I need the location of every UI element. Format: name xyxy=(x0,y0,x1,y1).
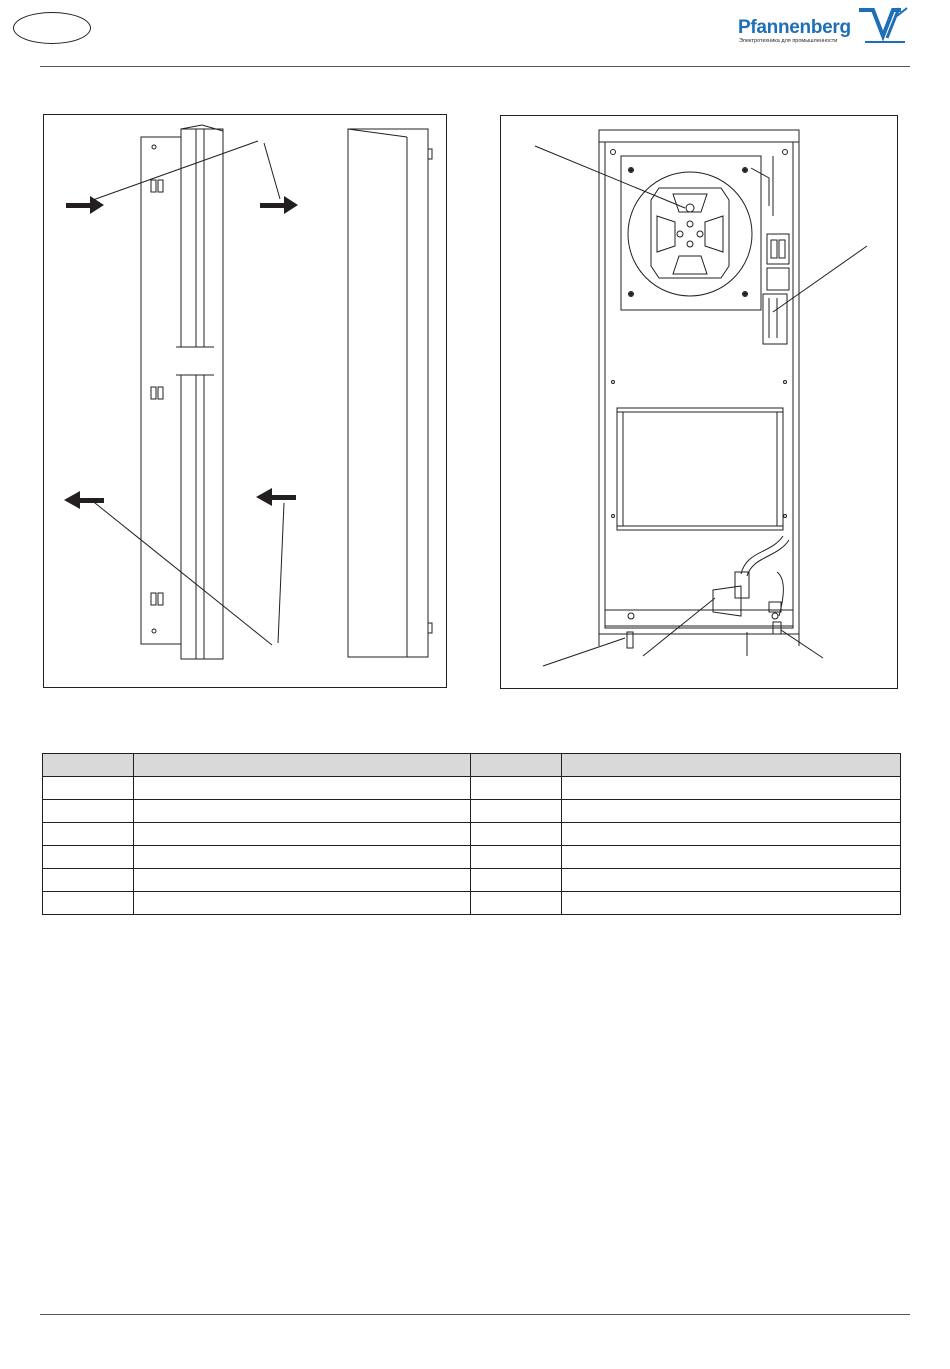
table-header-cell xyxy=(562,754,901,777)
table-cell xyxy=(43,892,134,915)
table-header-row xyxy=(43,754,901,777)
brand-tagline: Электротехника для промышленности xyxy=(739,38,838,44)
table-cell xyxy=(134,823,471,846)
table-cell xyxy=(134,846,471,869)
table-cell xyxy=(134,777,471,800)
table-cell xyxy=(471,823,562,846)
figure-unit-interior xyxy=(500,115,898,689)
brand-wave-icon xyxy=(857,6,909,46)
table-cell xyxy=(471,777,562,800)
table-cell xyxy=(43,869,134,892)
table-row xyxy=(43,823,901,846)
table-cell xyxy=(562,869,901,892)
table-header-cell xyxy=(43,754,134,777)
brand-logo xyxy=(738,6,910,48)
table-header-cell xyxy=(134,754,471,777)
table-cell xyxy=(43,800,134,823)
table-header-cell xyxy=(471,754,562,777)
table-row xyxy=(43,800,901,823)
table-cell xyxy=(134,800,471,823)
table-cell xyxy=(471,869,562,892)
table-cell xyxy=(562,823,901,846)
table-cell xyxy=(562,800,901,823)
table-cell xyxy=(43,846,134,869)
table-cell xyxy=(471,892,562,915)
language-marker-oval xyxy=(13,12,91,44)
table-cell xyxy=(134,869,471,892)
airflow-side-view-drawing xyxy=(44,115,448,689)
table-row xyxy=(43,869,901,892)
parts-table xyxy=(42,753,901,915)
table-cell xyxy=(562,846,901,869)
header-rule xyxy=(40,66,910,67)
table-cell xyxy=(562,892,901,915)
table-cell xyxy=(562,777,901,800)
figure-airflow-side-view xyxy=(43,114,447,688)
table-cell xyxy=(134,892,471,915)
table-cell xyxy=(43,777,134,800)
table-row xyxy=(43,892,901,915)
table-row xyxy=(43,846,901,869)
unit-interior-drawing xyxy=(501,116,899,690)
footer-rule xyxy=(40,1314,910,1315)
table-row xyxy=(43,777,901,800)
table-cell xyxy=(471,800,562,823)
table-cell xyxy=(43,823,134,846)
table-cell xyxy=(471,846,562,869)
brand-name: Pfannenberg xyxy=(738,17,851,38)
